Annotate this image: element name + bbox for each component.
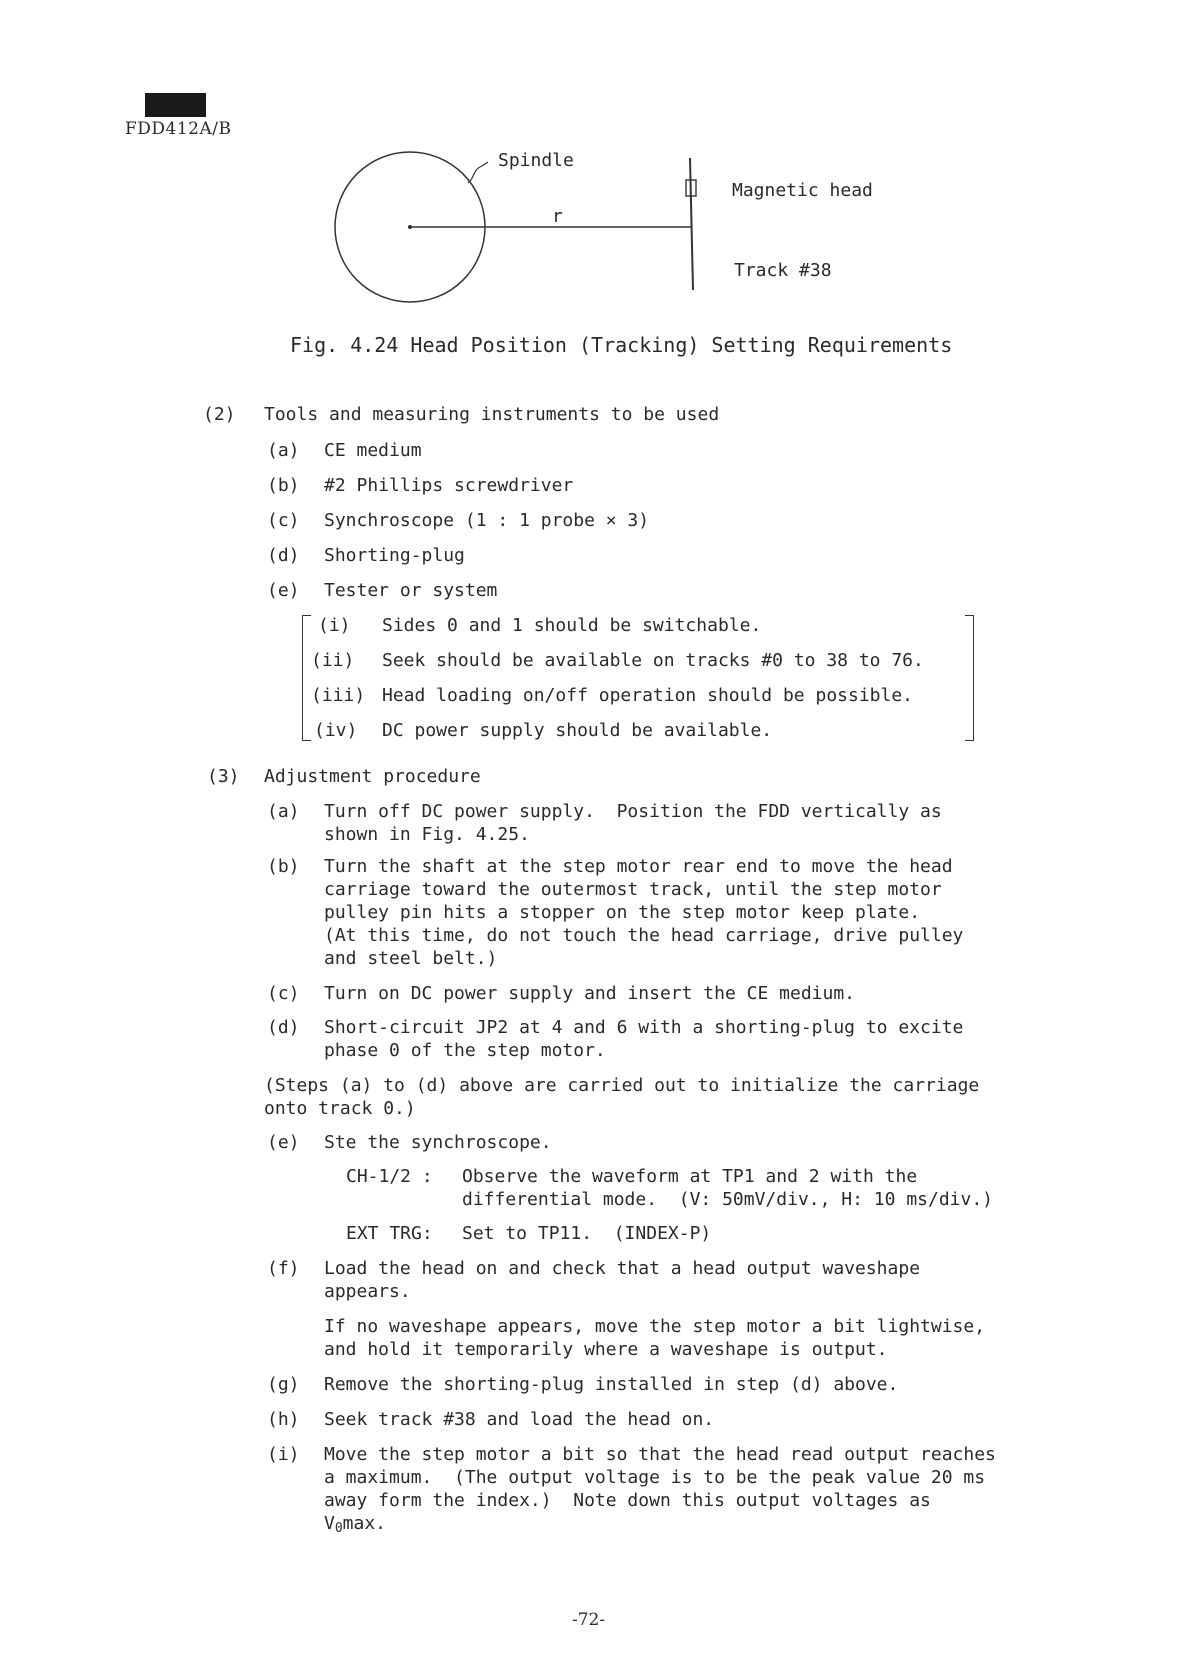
head-position-diagram [330,150,890,320]
requirement-item: Head loading on/off operation should be possible. [382,685,914,706]
step-note: and hold it temporarily where a waveshape is output. [324,1339,888,1360]
step-text: appears. [324,1281,411,1302]
requirement-item: Seek should be available on tracks #0 to 38 to 76. [382,650,924,671]
requirement-label: (iii) [311,685,366,706]
channel-text: differential mode. (V: 50mV/div., H: 10 ms/div.) [462,1189,994,1210]
step-text: Remove the shorting-plug installed in step (d) above. [324,1374,899,1395]
requirements-bracket-right [965,615,974,741]
figure-caption: Fig. 4.24 Head Position (Tracking) Setting Requirements [290,333,953,357]
step-text: Load the head on and check that a head output waveshape [324,1258,921,1279]
tool-item-label: (a) [267,440,300,461]
step-label: (a) [267,801,300,822]
track-label: Track #38 [734,260,832,281]
model-number: FDD412A/B [125,119,232,139]
requirement-label: (i) [318,615,351,636]
requirement-item: DC power supply should be available. [382,720,773,741]
tool-item: Tester or system [324,580,498,601]
step-text: (At this time, do not touch the head carriage, drive pulley [324,925,964,946]
tool-item-label: (d) [267,545,300,566]
spindle-center [408,225,412,229]
company-logo [145,93,206,117]
step-label: (c) [267,983,300,1004]
step-text: Short-circuit JP2 at 4 and 6 with a shorting-plug to excite [324,1017,964,1038]
tool-item-label: (b) [267,475,300,496]
step-label: (d) [267,1017,300,1038]
step-label: (g) [267,1374,300,1395]
step-text: Turn on DC power supply and insert the CE medium. [324,983,856,1004]
requirement-item: Sides 0 and 1 should be switchable. [382,615,762,636]
tool-item-label: (e) [267,580,300,601]
step-label: (f) [267,1258,300,1279]
step-label: (h) [267,1409,300,1430]
radius-label: r [552,206,563,227]
spindle-leader [468,162,488,183]
step-text: Move the step motor a bit so that the head read output reaches [324,1444,996,1465]
step-text: carriage toward the outermost track, until the step motor [324,879,942,900]
requirement-label: (iv) [314,720,358,741]
spindle-label: Spindle [498,150,574,171]
step-text: a maximum. (The output voltage is to be the peak value 20 ms [324,1467,986,1488]
section-3-number: (3) [207,766,240,787]
section-2-number: (2) [203,404,236,425]
step-text: pulley pin hits a stopper on the step motor keep plate. [324,902,921,923]
step-text: Seek track #38 and load the head on. [324,1409,715,1430]
section-2-title: Tools and measuring instruments to be used [264,404,720,425]
step-text: shown in Fig. 4.25. [324,824,530,845]
trigger-text: Set to TP11. (INDEX-P) [462,1223,712,1244]
step-text: and steel belt.) [324,948,498,969]
vomax-max: max. [342,1513,387,1534]
step-text: away form the index.) Note down this output voltages as [324,1490,931,1511]
step-text: Turn off DC power supply. Position the FDD vertically as [324,801,942,822]
magnetic-head-label: Magnetic head [732,180,873,201]
tool-item: CE medium [324,440,422,461]
vomax-v: V [324,1513,335,1534]
tool-item: #2 Phillips screwdriver [324,475,574,496]
vomax-text [324,1513,386,1536]
trigger-label: EXT TRG: [346,1223,433,1244]
channel-label: CH-1/2 : [346,1166,433,1187]
note-text: onto track 0.) [264,1098,416,1119]
step-label: (e) [267,1132,300,1153]
step-label: (b) [267,856,300,877]
step-label: (i) [267,1444,300,1465]
step-note: If no waveshape appears, move the step motor a bit lightwise, [324,1316,986,1337]
section-3-title: Adjustment procedure [264,766,481,787]
tool-item: Synchroscope (1 : 1 probe × 3) [324,510,650,531]
track-line [690,158,693,290]
requirement-label: (ii) [311,650,355,671]
requirements-bracket-left [302,615,311,741]
page-number: -72- [572,1610,606,1630]
tool-item: Shorting-plug [324,545,465,566]
step-text: phase 0 of the step motor. [324,1040,606,1061]
vomax-subscript: 0 [334,1521,343,1536]
step-text: Ste the synchroscope. [324,1132,552,1153]
step-text: Turn the shaft at the step motor rear end to move the head [324,856,953,877]
channel-text: Observe the waveform at TP1 and 2 with the [462,1166,918,1187]
note-text: (Steps (a) to (d) above are carried out to initialize the carriage [264,1075,980,1096]
tool-item-label: (c) [267,510,300,531]
